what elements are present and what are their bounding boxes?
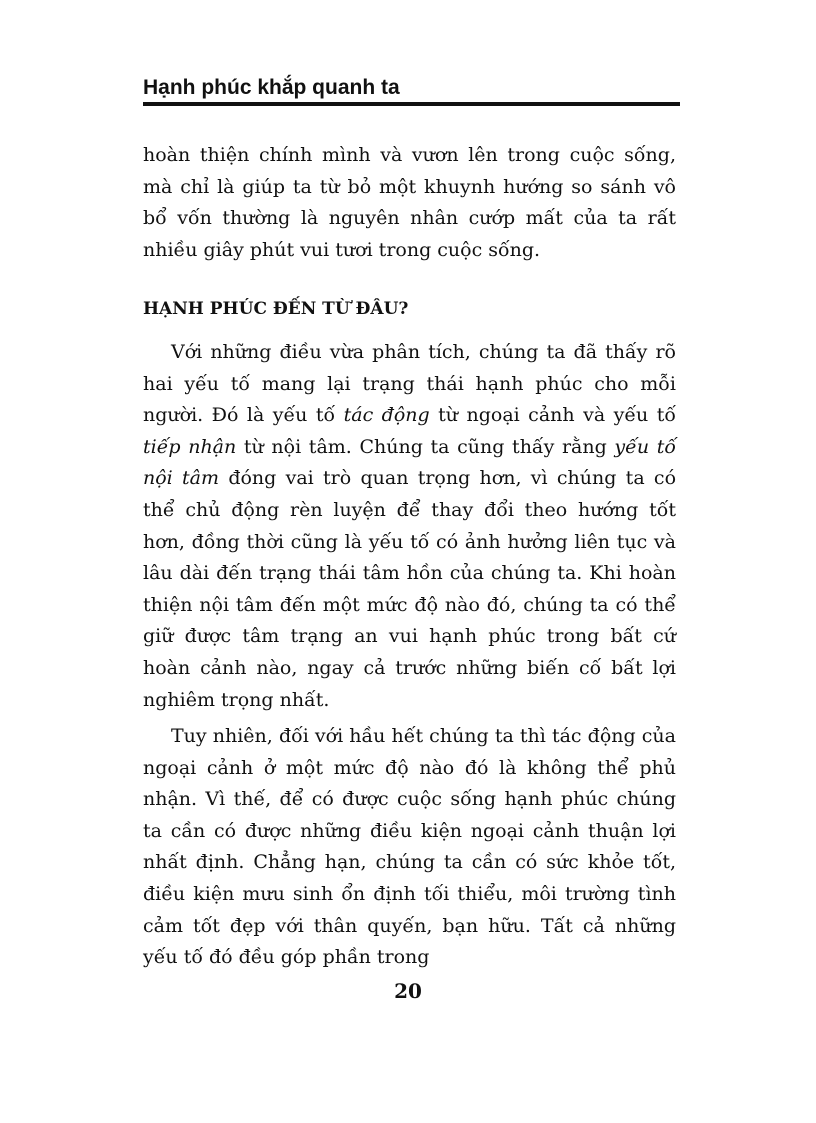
emphasis-tac-dong: tác động xyxy=(343,404,430,427)
paragraph-analysis xyxy=(143,337,676,716)
paragraph-text: Với những điều vừa phân tích, chúng ta đã thấy rõ hai yếu tố mang lại trạng thái hạnh phúc cho mỗi người. Đó là yếu tố xyxy=(143,341,676,427)
paragraph-external-factors: Tuy nhiên, đối với hầu hết chúng ta thì tác động của ngoại cảnh ở một mức độ nào đó là không thể phủ nhận. Vì thế, để có được cuộc sống hạnh phúc chúng ta cần có được những điều kiện ngoại cảnh thuận lợi nhất định. Chẳng hạn, chúng ta cần có sức khỏe tốt, điều kiện mưu sinh ổn định tối thiểu, môi trường tình cảm tốt đẹp với thân quyến, bạn hữu. Tất cả những yếu tố đó đều góp phần trong xyxy=(143,725,676,969)
running-head-title: Hạnh phúc khắp quanh ta xyxy=(143,76,400,99)
header-rule xyxy=(143,102,680,106)
emphasis-tiep-nhan: tiếp nhận xyxy=(143,435,237,458)
paragraph-text: từ nội tâm. Chúng ta cũng thấy rằng xyxy=(236,435,615,458)
page-number: 20 xyxy=(394,979,422,1003)
emphasis-yeu-to-noi-tam: yếu tố nội tâm xyxy=(143,435,676,490)
paragraph-text: từ ngoại cảnh và yếu tố xyxy=(429,404,676,427)
section-heading: HẠNH PHÚC ĐẾN TỪ ĐÂU? xyxy=(143,299,409,319)
paragraph-text: đóng vai trò quan trọng hơn, vì chúng ta có thể chủ động rèn luyện để thay đổi theo hướng tốt hơn, đồng thời cũng là yếu tố có ảnh hưởng liên tục và lâu dài đến trạng thái tâm hồn của chúng ta. Khi hoàn thiện nội tâm đến một mức độ nào đó, chúng ta có thể giữ được tâm trạng an vui hạnh phúc trong bất cứ hoàn cảnh nào, ngay cả trước những biến cố bất lợi nghiêm trọng nhất. xyxy=(143,467,677,711)
paragraph-continued: hoàn thiện chính mình và vươn lên trong cuộc sống, mà chỉ là giúp ta từ bỏ một khuynh hướng so sánh vô bổ vốn thường là nguyên nhân cướp mất của ta rất nhiều giây phút vui tươi trong cuộc sống. xyxy=(143,144,676,261)
